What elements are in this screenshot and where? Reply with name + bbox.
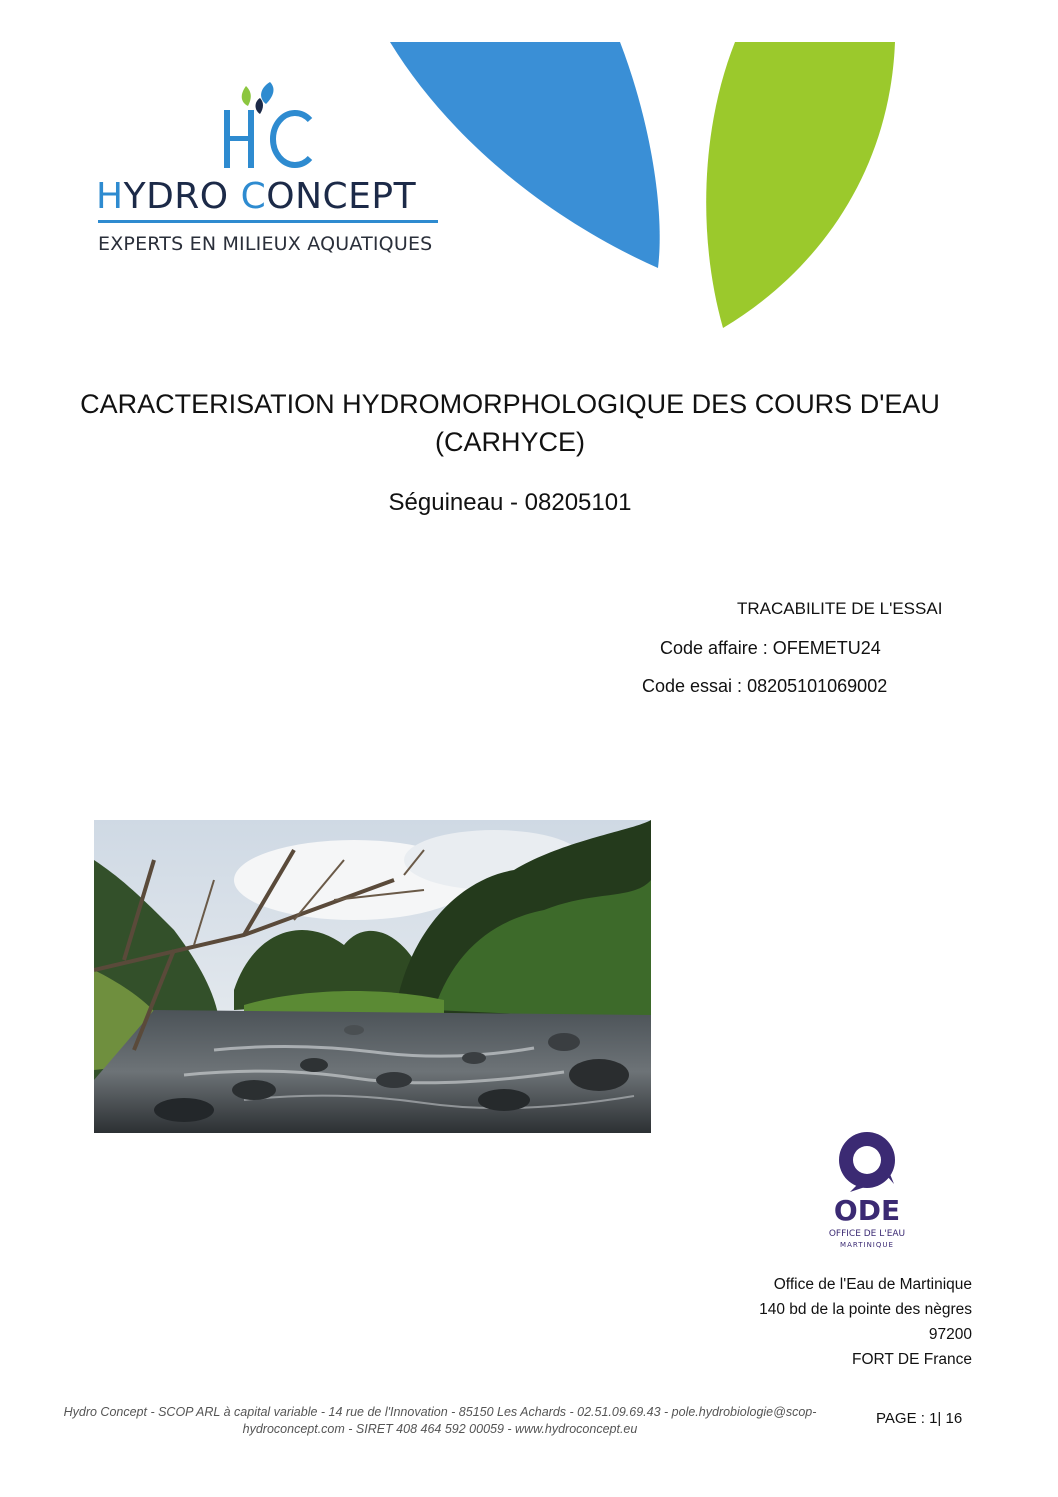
document-title-line-2: (CARHYCE) xyxy=(434,427,585,457)
code-essai-value: 08205101069002 xyxy=(747,676,888,696)
code-affaire xyxy=(660,638,881,659)
code-affaire-value: OFEMETU24 xyxy=(772,638,881,658)
code-affaire-label: Code affaire : xyxy=(660,638,773,658)
title-block xyxy=(60,385,960,517)
traceability-heading: TRACABILITE DE L'ESSAI xyxy=(737,599,943,618)
address-line-4: FORT DE France xyxy=(851,1351,972,1368)
ode-speech-bubble-icon xyxy=(839,1132,895,1192)
footer-line-2: hydroconcept.com - SIRET 408 464 592 00059 - www.hydroconcept.eu xyxy=(242,1422,638,1436)
address-line-3: 97200 xyxy=(928,1326,972,1343)
green-leaf-shape xyxy=(706,42,895,328)
ode-logo xyxy=(820,1128,915,1253)
page-number: PAGE : 1| 16 xyxy=(876,1410,963,1427)
brand-name: HYDRO CONCEPT xyxy=(96,176,417,217)
client-address xyxy=(759,1272,972,1372)
code-essai-label: Code essai : xyxy=(642,676,748,696)
footer-company-info xyxy=(30,1404,850,1438)
document-subtitle: Séguineau - 08205101 xyxy=(388,489,632,516)
brand-tagline: EXPERTS EN MILIEUX AQUATIQUES xyxy=(98,233,433,255)
ode-mark: ODE xyxy=(833,1194,901,1227)
river-site-photo xyxy=(94,820,651,1133)
document-title-line-1: CARACTERISATION HYDROMORPHOLOGIQUE DES COURS D'EAU xyxy=(80,389,940,419)
blue-leaf-shape xyxy=(390,42,660,268)
ode-line-1: OFFICE DE L'EAU xyxy=(828,1229,906,1239)
decorative-leaves xyxy=(380,40,920,340)
address-line-2: 140 bd de la pointe des nègres xyxy=(759,1301,972,1318)
footer-line-1: Hydro Concept - SCOP ARL à capital variable - 14 rue de l'Innovation - 85150 Les Achards - 02.51.09.69.43 - pole.hydrobiologie@scop- xyxy=(63,1405,817,1419)
hc-monogram-icon xyxy=(218,80,318,175)
document-title xyxy=(60,385,960,461)
code-essai xyxy=(642,676,887,697)
address-line-1: Office de l'Eau de Martinique xyxy=(773,1276,972,1293)
ode-line-2: MARTINIQUE xyxy=(840,1241,894,1249)
